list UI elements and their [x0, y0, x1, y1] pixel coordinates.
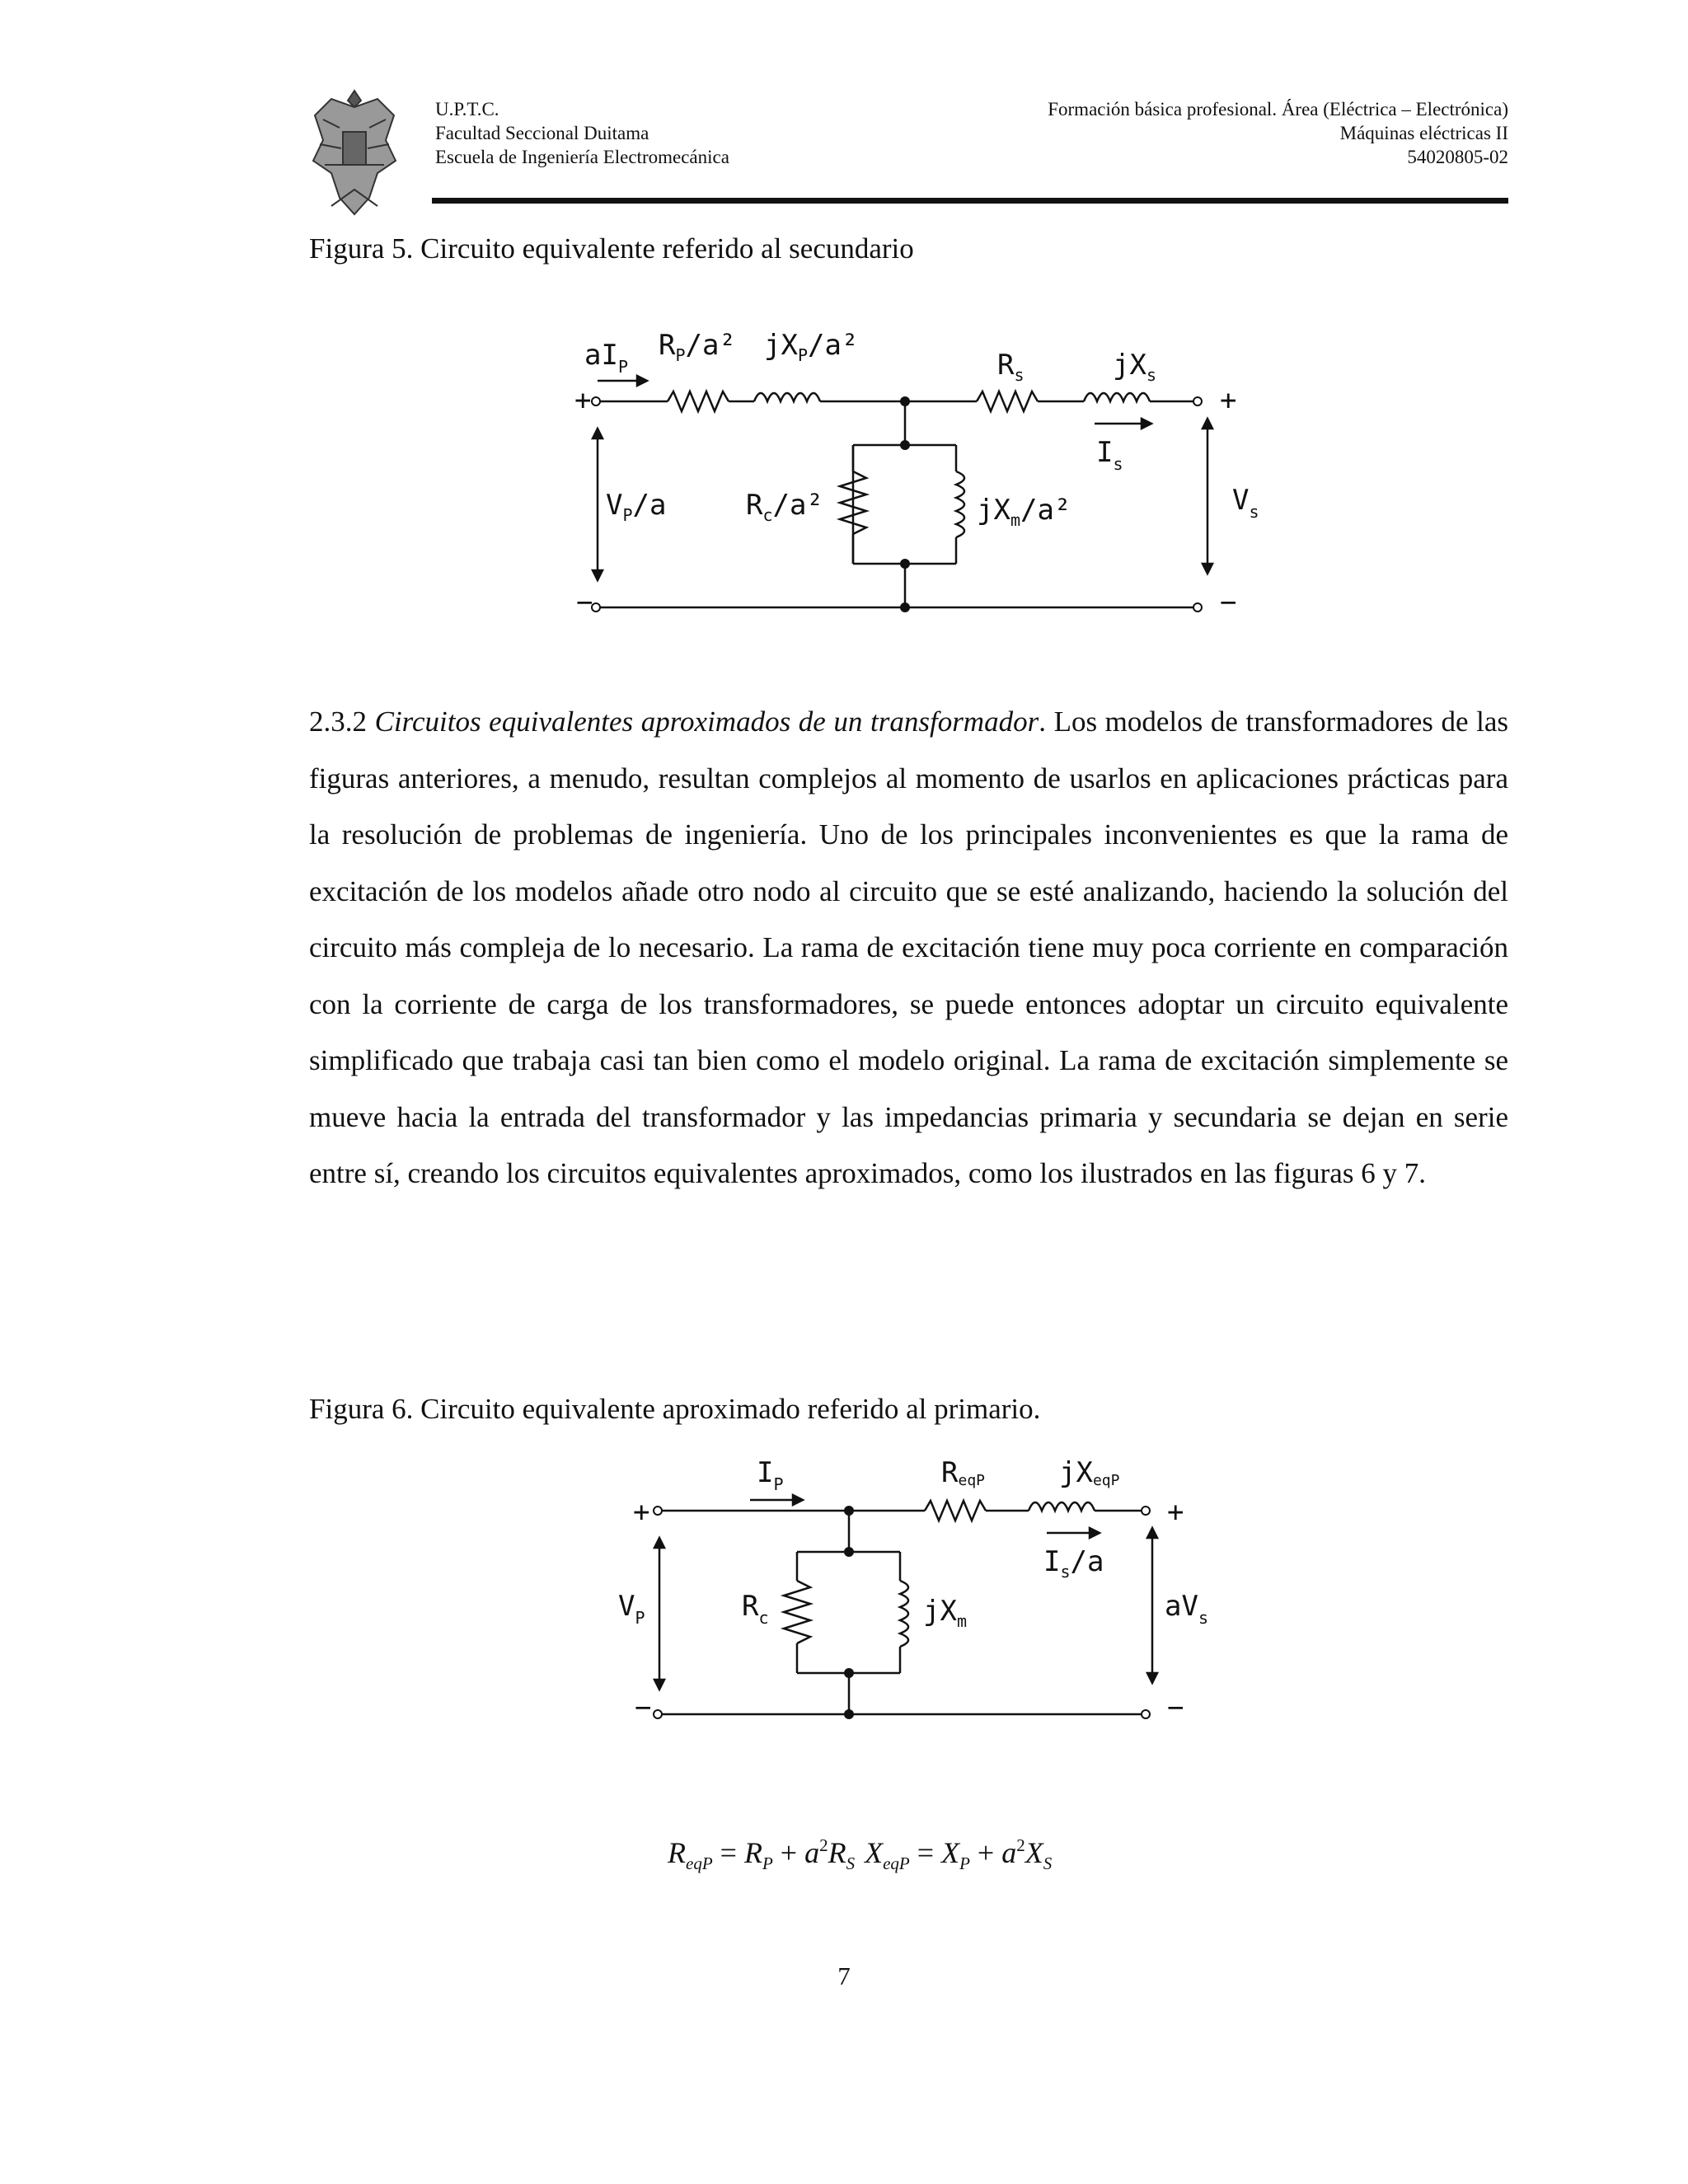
equivalent-impedance-equation — [659, 1821, 1170, 1887]
header-right — [1048, 97, 1508, 169]
section-number: 2.3.2 — [309, 705, 367, 738]
university-logo — [307, 82, 402, 221]
minus-sign: − — [635, 1691, 652, 1724]
figure5-caption: Figura 5. Circuito equivalente referido al secundario — [309, 232, 914, 265]
label-x-mag: $jX_m/a^2$ — [977, 494, 1071, 530]
minus-sign: − — [1167, 1691, 1184, 1724]
label-r-secondary: $R_s$ — [997, 349, 1025, 385]
svg-text:ReqP = RP + a2RSXeqP = XP + a2: $R_{eqP} = R_P + a^2R_S$ $X_{eqP} = X_P + a^2X_S$ — [668, 1835, 1053, 1873]
inductor-xm — [956, 471, 964, 537]
figure5-circuit-diagram — [548, 307, 1273, 628]
header-code: 54020805-02 — [1407, 147, 1508, 167]
label-x-eq: jXeqP — [1059, 1457, 1120, 1489]
page-number: 7 — [837, 1961, 851, 1990]
label-v-out: $V_s$ — [1232, 484, 1259, 522]
label-current-in: $I_P$ — [757, 1457, 784, 1494]
header-university: U.P.T.C. — [435, 99, 499, 120]
section-body: . Los modelos de transformadores de las figuras anteriores, a menudo, resultan complejos al momento de usarlos en aplicaciones prácticas para la resolución de problemas de ingeniería. Uno de los principales inconvenientes es que la rama de excitación de los modelos añade otro nodo al circuito que se esté analizando, haciendo la solución del circuito más compleja de lo necesario. La rama de excitación tiene muy poca corriente en comparación con la corriente de carga de los transformadores, se puede entonces adoptar un circuito equivalente simplificado que trabaja casi tan bien como el modelo original. La rama de excitación simplemente se mueve hacia la entrada del transformador y las impedancias primaria y secundaria se dejan en serie entre sí, creando los circuitos equivalentes aproximados, como los ilustrados en las figuras 6 y 7. — [309, 705, 1508, 1189]
label-r-primary: $R_P/a^2$ — [659, 329, 736, 365]
header-course: Máquinas eléctricas II — [1339, 123, 1508, 143]
label-x-secondary: $jX_s$ — [1113, 349, 1156, 385]
section-paragraph — [309, 694, 1508, 1202]
label-r-eq: ReqP — [941, 1457, 985, 1489]
eagle-crest-icon — [307, 82, 402, 221]
header-program: Formación básica profesional. Área (Eléctrica – Electrónica) — [1048, 99, 1508, 120]
label-x-mag: $jX_m$ — [923, 1595, 967, 1631]
header-rule — [432, 198, 1508, 204]
terminal-icon — [654, 1507, 662, 1515]
minus-sign: − — [576, 586, 593, 619]
figure6-circuit-diagram — [602, 1457, 1228, 1746]
label-current-out: $I_s$ — [1096, 436, 1123, 474]
label-v-in: $V_P$ — [618, 1590, 645, 1628]
label-x-primary: $jX_P/a^2$ — [764, 329, 859, 365]
terminal-icon — [592, 397, 600, 405]
label-v-out: $aV_s$ — [1165, 1590, 1208, 1628]
plus-sign: + — [633, 1496, 650, 1529]
resistor-rc — [784, 1581, 810, 1643]
label-r-core: $R_c$ — [742, 1590, 769, 1628]
header-faculty: Facultad Seccional Duitama — [435, 123, 649, 143]
plus-sign: + — [1220, 384, 1237, 417]
label-current-out: $I_s/a$ — [1043, 1545, 1104, 1582]
inductor-xm — [900, 1581, 908, 1647]
inductor-xeq — [1029, 1502, 1095, 1511]
figure6-caption: Figura 6. Circuito equivalente aproximado referido al primario. — [309, 1393, 1041, 1425]
resistor-rs — [977, 391, 1038, 411]
inductor-xp — [754, 393, 820, 401]
plus-sign: + — [1167, 1496, 1184, 1529]
header-left — [435, 97, 729, 169]
section-title: Circuitos equivalentes aproximados de un transformador — [374, 705, 1039, 738]
header-school: Escuela de Ingeniería Electromecánica — [435, 147, 729, 167]
resistor-req — [925, 1501, 986, 1521]
label-r-core: $R_c/a^2$ — [746, 489, 823, 525]
label-v-in: $V_P/a$ — [606, 489, 667, 525]
minus-sign: − — [1220, 586, 1237, 619]
inductor-xs — [1084, 393, 1150, 401]
label-current-in: $aI_P$ — [584, 339, 628, 377]
plus-sign: + — [574, 384, 592, 417]
resistor-rp — [668, 391, 729, 411]
